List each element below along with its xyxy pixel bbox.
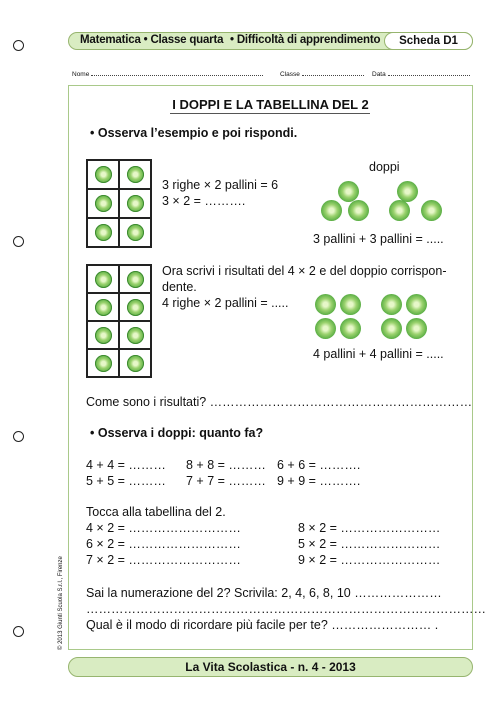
- ball: [127, 224, 144, 241]
- section1-heading: • Osserva l’esempio e poi rispondi.: [90, 126, 298, 140]
- class-line: [302, 69, 364, 76]
- ball: [127, 195, 144, 212]
- date-field: [372, 69, 470, 78]
- ex1-line1: 3 righe × 2 pallini = 6: [162, 178, 279, 192]
- ex2-line1: Ora scrivi i risultati del 4 × 2 e del doppio corrispon-: [162, 264, 447, 278]
- title-underline: [170, 113, 370, 114]
- binder-hole: [13, 626, 24, 637]
- header-subject: Matematica • Classe quarta: [80, 34, 224, 46]
- ball: [95, 355, 112, 372]
- section3-heading: Tocca alla tabellina del 2.: [86, 505, 226, 519]
- name-label: Nome: [72, 71, 90, 78]
- ex1-doubles: 3 pallini + 3 pallini = .....: [313, 232, 444, 246]
- ex2-line3: 4 righe × 2 pallini = .....: [162, 296, 289, 310]
- double-eq: 8 + 8 = ………: [186, 458, 266, 472]
- table-eq: 5 × 2 = ……………………: [298, 537, 441, 551]
- header-topic: • Difficoltà di apprendimento: [230, 34, 381, 46]
- ball: [95, 166, 112, 183]
- ball: [127, 271, 144, 288]
- class-label: Classe: [280, 71, 300, 78]
- binder-hole: [13, 40, 24, 51]
- binder-hole: [13, 431, 24, 442]
- table-eq: 7 × 2 = ………………………: [86, 553, 241, 567]
- name-field: [72, 69, 263, 78]
- double-eq: 6 + 6 = ……….: [277, 458, 361, 472]
- table-eq: 6 × 2 = ………………………: [86, 537, 241, 551]
- ex1-line2: 3 × 2 = ……….: [162, 194, 246, 208]
- ball: [95, 195, 112, 212]
- table-eq: 4 × 2 = ………………………: [86, 521, 241, 535]
- doppi-label: doppi: [369, 160, 400, 174]
- ex2-line2: dente.: [162, 280, 197, 294]
- table-eq: 9 × 2 = ……………………: [298, 553, 441, 567]
- copyright-notice: © 2013 Giunti Scuola S.r.l., Firenze: [58, 556, 64, 650]
- grid-3x2: [86, 159, 152, 248]
- numeration-question: Sai la numerazione del 2? Scrivila: 2, 4, 6, 8, 10 …………………: [86, 586, 442, 600]
- double-eq: 9 + 9 = ……….: [277, 474, 361, 488]
- grid-4x2: [86, 264, 152, 378]
- ball: [95, 224, 112, 241]
- memory-question: Qual è il modo di ricordare più facile per te? …………………… .: [86, 618, 439, 632]
- ball: [95, 327, 112, 344]
- name-line: [91, 69, 263, 76]
- page-title: I DOPPI E LA TABELLINA DEL 2: [172, 97, 369, 112]
- date-label: Data: [372, 71, 386, 78]
- double-eq: 5 + 5 = ………: [86, 474, 166, 488]
- double-eq: 7 + 7 = ………: [186, 474, 266, 488]
- ball: [127, 327, 144, 344]
- results-question: Come sono i risultati? ………………………………………………………: [86, 395, 473, 409]
- binder-hole: [13, 236, 24, 247]
- ball: [127, 299, 144, 316]
- footer-bar: La Vita Scolastica - n. 4 - 2013: [68, 657, 473, 677]
- ball: [127, 355, 144, 372]
- answer-line: ……………………………………………………………………………………: [86, 602, 486, 616]
- double-eq: 4 + 4 = ………: [86, 458, 166, 472]
- table-eq: 8 × 2 = ……………………: [298, 521, 441, 535]
- ball: [95, 271, 112, 288]
- class-field: [280, 69, 364, 78]
- ball: [127, 166, 144, 183]
- sheet-badge: Scheda D1: [384, 32, 473, 50]
- section2-heading: • Osserva i doppi: quanto fa?: [90, 426, 264, 440]
- ball: [95, 299, 112, 316]
- ex2-doubles: 4 pallini + 4 pallini = .....: [313, 347, 444, 361]
- date-line: [388, 69, 470, 76]
